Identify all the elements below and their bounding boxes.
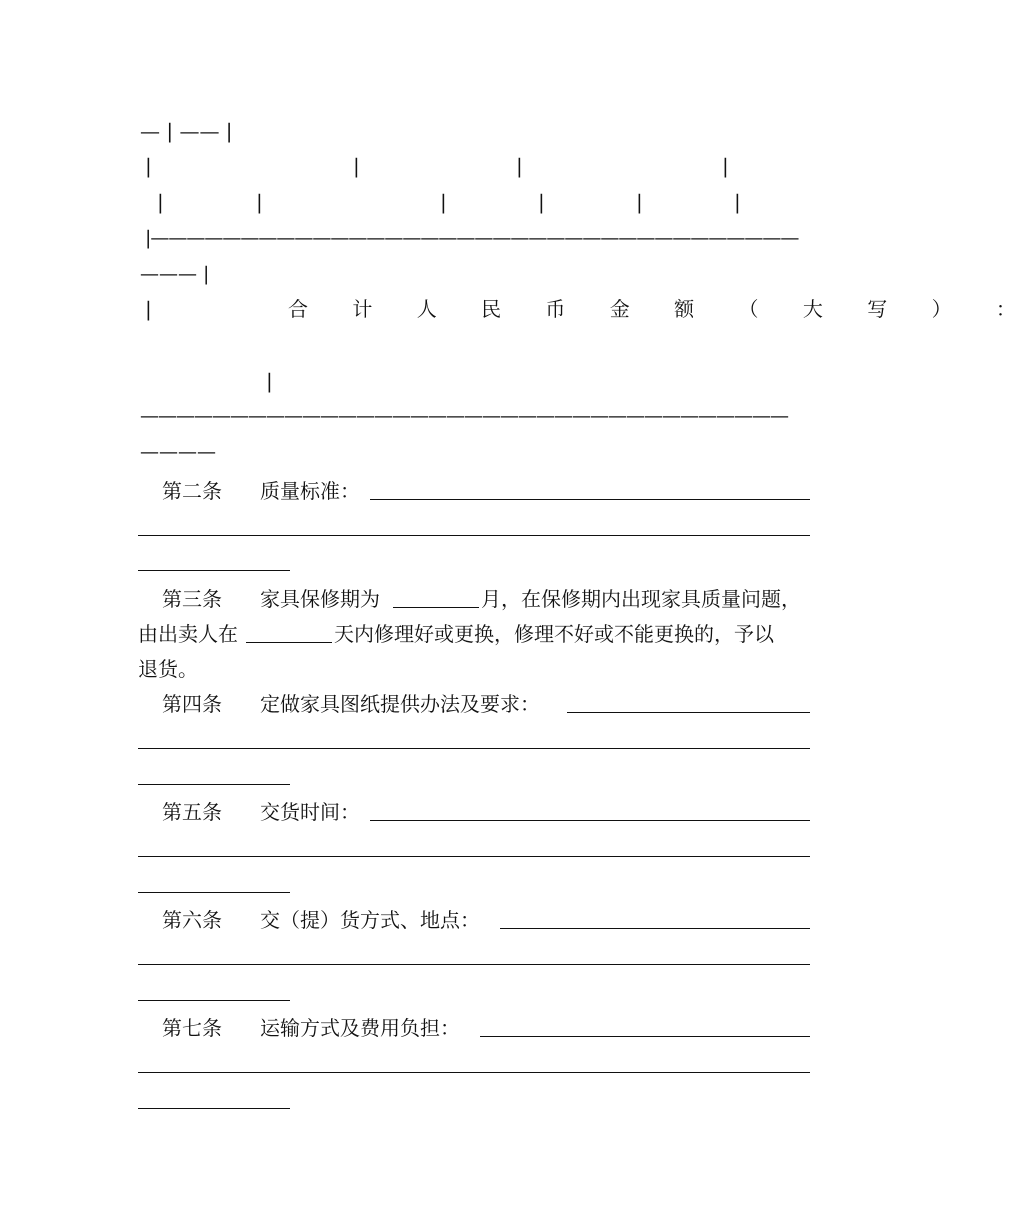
clause-3-text-4: 天内修理好或更换，修理不好或不能更换的，予以 bbox=[334, 622, 774, 646]
clause-4-number: 第四条 bbox=[162, 692, 222, 716]
clause-7-blank-1[interactable] bbox=[480, 1036, 810, 1037]
table-bottom-row: ———————————————————————————————————— bbox=[140, 405, 788, 427]
clause-6-blank-2[interactable] bbox=[138, 964, 810, 965]
table-border: | bbox=[145, 154, 152, 178]
clause-6-blank-3[interactable] bbox=[138, 1000, 290, 1001]
clause-6-blank-1[interactable] bbox=[500, 928, 810, 929]
clause-7-number: 第七条 bbox=[162, 1016, 222, 1040]
clause-5-number: 第五条 bbox=[162, 800, 222, 824]
table-border: | bbox=[266, 369, 273, 393]
clause-3-text-2: 月，在保修期内出现家具质量问题， bbox=[481, 587, 801, 611]
table-border: | bbox=[440, 190, 447, 214]
clause-2-blank-1[interactable] bbox=[370, 499, 810, 500]
clause-4-title: 定做家具图纸提供办法及要求： bbox=[260, 692, 540, 716]
clause-2-blank-2[interactable] bbox=[138, 535, 810, 536]
warranty-months-blank[interactable] bbox=[393, 607, 479, 608]
table-border: | bbox=[145, 297, 152, 321]
table-border: | bbox=[722, 154, 729, 178]
table-bottom-row-end: ———— bbox=[140, 441, 216, 463]
clause-4-blank-1[interactable] bbox=[567, 712, 810, 713]
clause-3-number: 第三条 bbox=[162, 587, 222, 611]
clause-3-text-3: 由出卖人在 bbox=[138, 622, 238, 646]
clause-3-text-5: 退货。 bbox=[138, 657, 198, 681]
clause-6-title: 交（提）货方式、地点： bbox=[260, 908, 480, 932]
table-border: | bbox=[636, 190, 643, 214]
clause-5-blank-3[interactable] bbox=[138, 892, 290, 893]
clause-2-number: 第二条 bbox=[162, 479, 222, 503]
total-amount-label: 合 计 人 民 币 金 额 （ 大 写 ） ： bbox=[288, 297, 1035, 321]
table-border: | bbox=[516, 154, 523, 178]
table-border: | bbox=[157, 190, 164, 214]
table-border: | bbox=[353, 154, 360, 178]
clause-6-number: 第六条 bbox=[162, 908, 222, 932]
clause-2-title: 质量标准： bbox=[260, 479, 360, 503]
repair-days-blank[interactable] bbox=[246, 642, 332, 643]
clause-7-blank-3[interactable] bbox=[138, 1108, 290, 1109]
clause-2-blank-3[interactable] bbox=[138, 570, 290, 571]
table-top-fragment: — | —— | bbox=[140, 119, 233, 143]
clause-4-blank-3[interactable] bbox=[138, 784, 290, 785]
clause-5-blank-2[interactable] bbox=[138, 856, 810, 857]
clause-5-title: 交货时间： bbox=[260, 800, 360, 824]
table-divider-row-end: ——— | bbox=[140, 263, 210, 285]
table-divider-row: |———————————————————————————————————— bbox=[145, 227, 799, 249]
table-border: | bbox=[538, 190, 545, 214]
clause-7-blank-2[interactable] bbox=[138, 1072, 810, 1073]
table-border: | bbox=[734, 190, 741, 214]
clause-4-blank-2[interactable] bbox=[138, 748, 810, 749]
table-border: | bbox=[256, 190, 263, 214]
clause-3-text-1: 家具保修期为 bbox=[260, 587, 380, 611]
clause-5-blank-1[interactable] bbox=[370, 820, 810, 821]
clause-7-title: 运输方式及费用负担： bbox=[260, 1016, 460, 1040]
